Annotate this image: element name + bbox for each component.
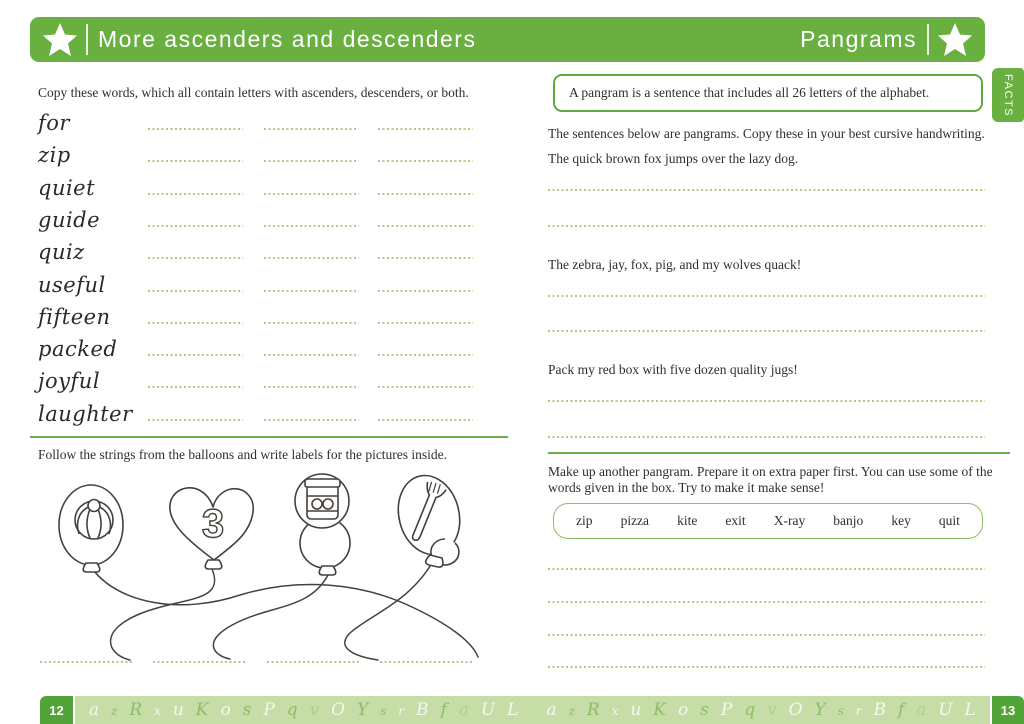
decorative-letter: v <box>767 699 777 720</box>
writing-line <box>548 225 985 228</box>
writing-line <box>264 419 359 422</box>
writing-line <box>548 295 985 298</box>
label-writing-line <box>380 661 473 664</box>
decorative-letter: r <box>398 703 405 718</box>
facts-box <box>553 74 983 112</box>
writing-line <box>378 193 473 196</box>
word-row <box>38 366 478 398</box>
word-row <box>38 334 478 366</box>
practice-word: laughter <box>38 401 133 426</box>
decorative-letter: s <box>380 703 387 718</box>
writing-line <box>264 386 359 389</box>
writing-line <box>378 322 473 325</box>
writing-line <box>548 436 985 439</box>
label-writing-line <box>40 661 134 664</box>
page-number-right: 13 <box>992 696 1024 724</box>
word-practice-list <box>38 108 478 438</box>
star-icon <box>937 22 973 58</box>
balloon-beach-ball <box>59 485 123 572</box>
writing-line <box>264 322 359 325</box>
decorative-letter: K <box>653 699 666 720</box>
practice-word: quiet <box>38 175 96 200</box>
word-box-item: exit <box>725 513 746 528</box>
decorative-letter: o <box>220 699 231 720</box>
page-title-right: Pangrams <box>800 26 917 52</box>
word-row <box>38 140 478 172</box>
practice-word: packed <box>38 337 118 362</box>
word-box <box>553 503 983 539</box>
decorative-letter: x <box>611 703 619 718</box>
decorative-letter: R <box>129 699 143 720</box>
decorative-letter: O <box>788 699 803 720</box>
writing-line <box>548 330 985 333</box>
decorative-letter: u <box>630 699 642 720</box>
practice-word: guide <box>38 207 101 232</box>
writing-line <box>548 634 985 637</box>
decorative-alphabet <box>533 697 991 724</box>
writing-line <box>378 354 473 357</box>
writing-line <box>148 386 243 389</box>
practice-word: fifteen <box>38 304 111 329</box>
word-row <box>38 237 478 269</box>
section-divider <box>30 436 508 438</box>
practice-word: useful <box>38 272 106 297</box>
pangram-sentence: The quick brown fox jumps over the lazy dog. <box>548 151 799 166</box>
writing-line <box>148 419 243 422</box>
decorative-letter: q <box>744 699 756 720</box>
decorative-letter: f <box>898 699 905 720</box>
decorative-letter: f <box>440 699 447 720</box>
decorative-letter: B <box>873 699 887 720</box>
page-number-left: 12 <box>40 696 73 724</box>
word-box-item: quit <box>938 513 960 528</box>
writing-line <box>548 400 985 403</box>
writing-line <box>148 160 243 163</box>
balloon-string <box>94 571 478 657</box>
writing-line <box>378 128 473 131</box>
label-writing-line <box>267 661 360 664</box>
decorative-alphabet <box>75 697 533 724</box>
writing-line <box>264 354 359 357</box>
balloons-illustration <box>40 463 510 663</box>
writing-line <box>264 290 359 293</box>
decorative-letter: a <box>89 699 100 720</box>
pangrams-instruction: The sentences below are pangrams. Copy these in your best cursive handwriting. <box>548 126 985 141</box>
star-icon <box>42 22 78 58</box>
writing-line <box>548 666 985 669</box>
makeup-instruction: Make up another pangram. Prepare it on extra paper first. You can use some of the words given in the box. Try to make it make sense! <box>548 464 993 496</box>
word-box-item: pizza <box>620 513 650 528</box>
practice-word: joyful <box>38 369 101 394</box>
decorative-letter: P <box>720 699 733 720</box>
writing-line <box>264 160 359 163</box>
word-row <box>38 302 478 334</box>
practice-word: for <box>38 111 70 135</box>
balloon-string <box>111 569 215 660</box>
word-row <box>38 399 478 431</box>
facts-tab-label: FACTS <box>1002 73 1014 117</box>
word-row <box>38 108 478 140</box>
decorative-letter: B <box>416 699 429 720</box>
facts-tab <box>992 68 1024 122</box>
pangram-sentence: The zebra, jay, fox, pig, and my wolves quack! <box>548 257 802 272</box>
decorative-letter: K <box>195 699 209 720</box>
writing-line <box>264 225 359 228</box>
decorative-letter: a <box>546 699 557 720</box>
writing-line <box>548 189 985 192</box>
decorative-letter: z <box>111 703 118 718</box>
decorative-letter: z <box>568 703 575 718</box>
decorative-letter: Y <box>357 699 369 720</box>
writing-line <box>264 193 359 196</box>
decorative-letter: u <box>172 699 184 720</box>
writing-line <box>378 160 473 163</box>
writing-line <box>548 568 985 571</box>
decorative-letter: a <box>458 699 469 720</box>
writing-line <box>378 257 473 260</box>
copy-words-instruction: Copy these words, which all contain letters with ascenders, descenders, or both. <box>38 85 469 100</box>
decorative-letter: q <box>286 699 298 720</box>
decorative-letter: O <box>331 699 346 720</box>
footer-bar <box>75 696 990 724</box>
writing-line <box>148 354 243 357</box>
writing-line <box>548 601 985 604</box>
balloon-jam-jar <box>295 474 350 575</box>
pangram-sentence: Pack my red box with five dozen quality jugs! <box>548 362 798 377</box>
decorative-letter: r <box>855 703 862 718</box>
writing-line <box>378 290 473 293</box>
decorative-letter: Y <box>814 699 826 720</box>
decorative-letter: U <box>938 699 953 720</box>
decorative-letter: R <box>586 699 600 720</box>
balloon-string <box>345 563 432 660</box>
word-row <box>38 205 478 237</box>
decorative-letter: s <box>837 703 844 718</box>
writing-line <box>148 193 243 196</box>
word-row <box>38 173 478 205</box>
word-box-item: key <box>891 513 911 528</box>
decorative-letter: L <box>964 699 976 720</box>
decorative-letter: s <box>242 699 252 720</box>
practice-word: quiz <box>38 240 85 265</box>
balloons-instruction: Follow the strings from the balloons and write labels for the pictures inside. <box>38 447 448 462</box>
header-divider <box>86 24 88 55</box>
label-writing-line <box>153 661 245 664</box>
writing-line <box>378 419 473 422</box>
decorative-letter: x <box>154 703 161 718</box>
practice-word: zip <box>38 143 71 168</box>
word-row <box>38 270 478 302</box>
decorative-letter: a <box>916 699 927 720</box>
decorative-letter: v <box>309 699 320 720</box>
writing-line <box>148 225 243 228</box>
writing-line <box>148 257 243 260</box>
fact-text: A pangram is a sentence that includes all 26 letters of the alphabet. <box>569 85 930 100</box>
writing-line <box>148 290 243 293</box>
writing-line <box>264 257 359 260</box>
writing-line <box>148 322 243 325</box>
balloon-fork <box>390 469 468 567</box>
balloon-number: 3 <box>201 502 225 546</box>
section-divider <box>548 452 1010 454</box>
word-box-item: banjo <box>833 513 864 528</box>
writing-line <box>378 225 473 228</box>
word-box-item: zip <box>576 513 593 528</box>
decorative-letter: U <box>480 699 496 720</box>
writing-line <box>264 128 359 131</box>
decorative-letter: s <box>700 699 709 720</box>
decorative-letter: P <box>263 699 275 720</box>
word-box-item: X-ray <box>773 513 806 528</box>
decorative-letter: o <box>677 699 689 720</box>
header-bar <box>30 17 985 62</box>
decorative-letter: L <box>507 699 519 720</box>
writing-line <box>148 128 243 131</box>
header-divider <box>927 24 929 55</box>
page-title-left: More ascenders and descenders <box>98 26 477 52</box>
writing-line <box>378 386 473 389</box>
word-box-item: kite <box>677 513 698 528</box>
